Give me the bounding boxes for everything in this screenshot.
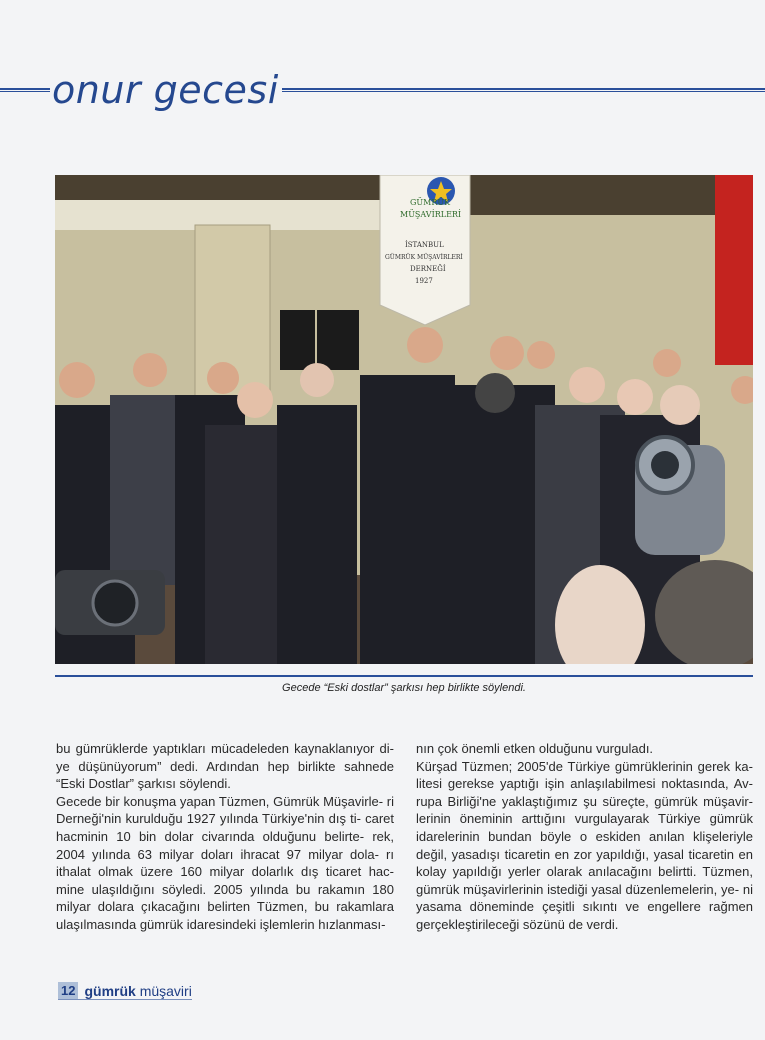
article-column-left — [56, 740, 394, 934]
magazine-name — [84, 983, 191, 999]
event-photo — [55, 175, 753, 664]
banner-line-5: DERNEĞİ — [410, 265, 446, 273]
banner-line-2: MÜŞAVİRLERİ — [400, 210, 462, 219]
banner-line-6: 1927 — [415, 277, 433, 285]
header-rule-right — [282, 88, 765, 92]
photo-caption: Gecede “Eski dostlar” şarkısı hep birlikte söylendi. — [282, 682, 526, 694]
header-rule-left — [0, 88, 50, 92]
article-column-right — [416, 740, 753, 934]
paragraph: Gecede bir konuşma yapan Tüzmen, Gümrük Müşavirle- ri Derneği'nin kurulduğu 1927 yılında Türkiye'nin dış ti- caret hacminin 10 bin dolar civarında olduğunu belirte- rek, 2004 yılında 63 milyar doları ihracat 97 milyar dola- rı ithalat olmak üzere 160 milyar dolarlık dış ticaret hac- mine ulaşıldığını söyledi. 2005 yılında bu rakamın 180 milyar dolara çıkacağını belirten Tüzmen, bu rakamlara ulaşılmasında gümrük idaresindeki işlemlerin hızlanması- — [56, 793, 394, 932]
paragraph: bu gümrüklerde yaptıkları mücadeleden kaynaklanıyor di- ye düşünüyorum” dedi. Ardından hep birlikte sahnede “Eski Dostlar” şarkısı söylendi. — [56, 741, 394, 792]
footer-rule — [58, 999, 192, 1000]
section-title: onur gecesi — [52, 68, 279, 112]
banner-line-4: GÜMRÜK MÜŞAVİRLERİ — [385, 254, 463, 261]
caption-rule — [55, 675, 753, 677]
magazine-name-rest: müşaviri — [135, 983, 192, 999]
magazine-name-bold: gümrük — [84, 983, 136, 999]
banner-line-1: GÜMRÜK — [410, 198, 451, 207]
page-number: 12 — [58, 982, 78, 1000]
section-header — [0, 64, 765, 124]
paragraph: Kürşad Tüzmen; 2005'de Türkiye gümrüklerinin gerek ka- litesi gerekse yaptığı işin anlaşılabilmesi noktasında, Av- rupa Birliği'ne yaklaştığımız şu süreçte, gümrük müşavir- lerinin öneminin arttığını vurgulayarak Türkiye gümrük idarelerinin bundan böyle o eskiden anılan klişeleriyle değil, yasadışı ticaretin en zor yapıldığı, yasal ticaretin en kolay yapıldığı yerler olarak anılacağını belirtti. Tüzmen, gümrük müşavirlerinin istediği yasal düzenlemelerin, ye- ni yasama döneminde çeşitli sıkıntı ve engellere rağmen gerçekleştirileceği sözünü de verdi. — [416, 758, 753, 932]
paragraph: nın çok önemli etken olduğunu vurguladı. — [416, 741, 654, 756]
banner-line-3: İSTANBUL — [405, 241, 444, 249]
